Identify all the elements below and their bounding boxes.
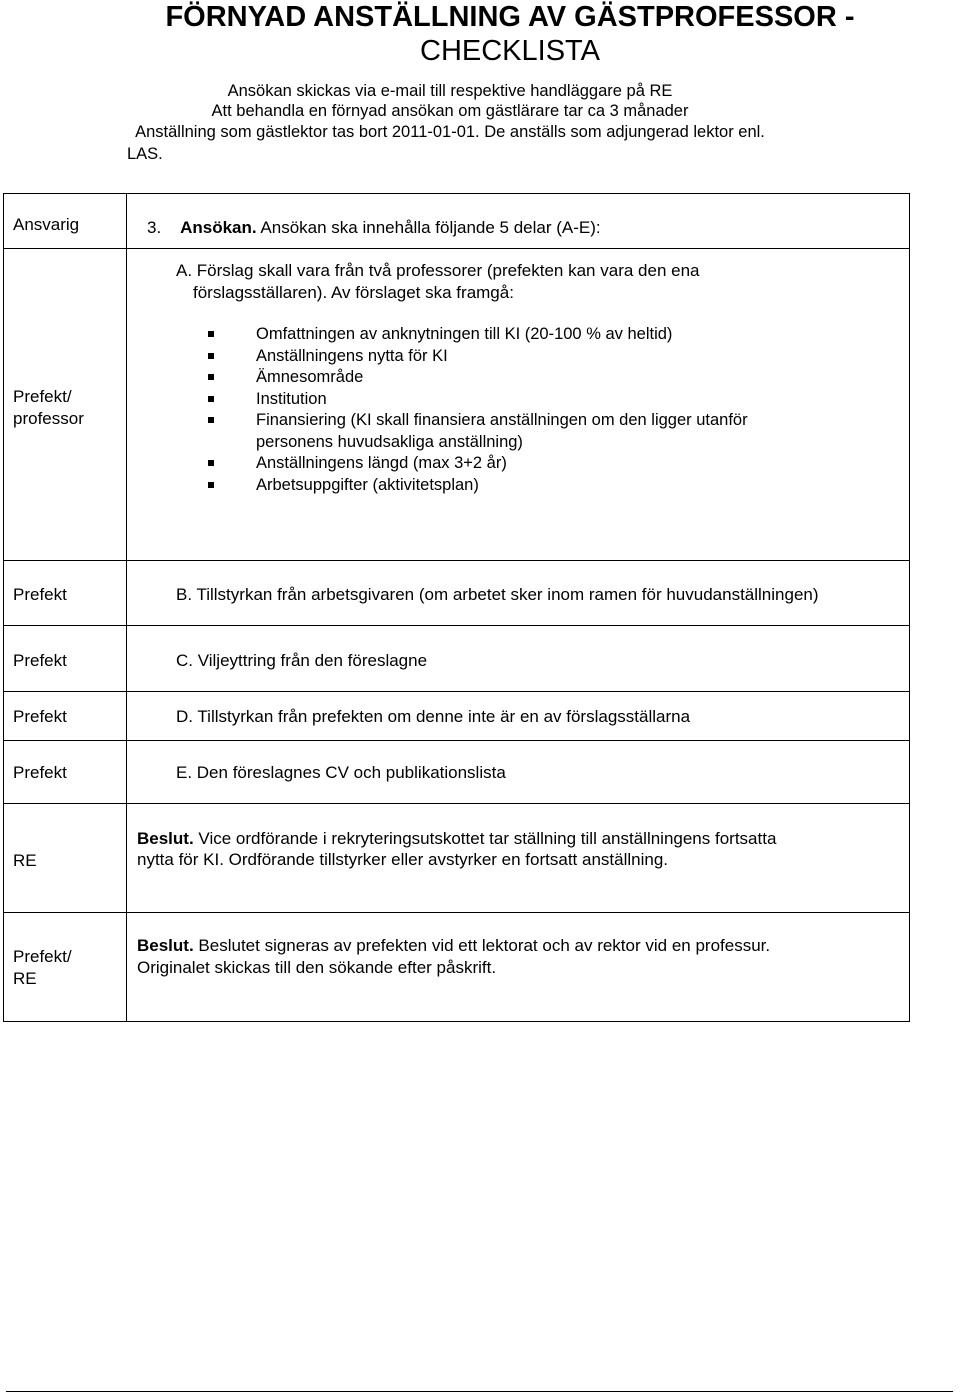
list-item: Ämnesområde: [208, 367, 748, 389]
item-c-responsible: Prefekt: [13, 651, 67, 670]
decision-re-text: [137, 828, 776, 850]
info-line: Ansökan skickas via e-mail till respektive handläggare på RE: [227, 82, 673, 100]
table-border: [3, 912, 910, 913]
page-title: FÖRNYAD ANSTÄLLNING AV GÄSTPROFESSOR -: [165, 1, 855, 33]
decision-final-line2: Originalet skickas till den sökande efter påskrift.: [137, 958, 497, 977]
info-line: Att behandla en förnyad ansökan om gästlärare tar ca 3 månader: [211, 102, 689, 120]
list-item: Institution: [208, 389, 748, 411]
requirements-list: [208, 324, 748, 432]
decision-final-responsible: Prefekt/: [13, 947, 72, 966]
responsible-header: Ansvarig: [13, 215, 80, 234]
table-border: [3, 193, 4, 1022]
item-d-responsible: Prefekt: [13, 707, 67, 726]
item-a-responsible: Prefekt/: [13, 387, 72, 406]
page-subtitle: CHECKLISTA: [420, 35, 600, 67]
info-line: Anställning som gästlektor tas bort 2011-01-01. De anställs som adjungerad lektor enl.: [135, 123, 765, 141]
item-a-line1: A. Förslag skall vara från två professorer (prefekten kan vara den ena: [176, 261, 700, 280]
decision-final-responsible: RE: [13, 969, 37, 988]
decision-label: Beslut.: [137, 936, 194, 955]
decision-re-responsible: RE: [13, 851, 37, 870]
decision-re-line1: Vice ordförande i rekryteringsutskottet tar ställning till anställningens fortsatta: [198, 829, 777, 848]
table-border: [3, 691, 910, 692]
item-a-responsible: professor: [13, 409, 84, 428]
table-border: [126, 193, 127, 1022]
table-border: [3, 248, 910, 249]
list-item: Finansiering (KI skall finansiera anställningen om den ligger utanför: [208, 410, 748, 432]
item-c-text: C. Viljeyttring från den föreslagne: [176, 651, 428, 670]
section-title: Ansökan.: [180, 218, 257, 237]
footer-rule: [6, 1391, 953, 1392]
table-border: [909, 193, 910, 1022]
list-item: Anställningens längd (max 3+2 år): [208, 453, 507, 475]
list-item: Anställningens nytta för KI: [208, 346, 748, 368]
list-item-continuation: personens huvudsakliga anställning): [256, 433, 523, 451]
table-border: [3, 740, 910, 741]
list-item: Omfattningen av anknytningen till KI (20-100 % av heltid): [208, 324, 748, 346]
decision-label: Beslut.: [137, 829, 194, 848]
section-text: Ansökan ska innehålla följande 5 delar (A-E):: [260, 218, 601, 237]
item-d-text: D. Tillstyrkan från prefekten om denne inte är en av förslagsställarna: [176, 707, 691, 726]
item-e-responsible: Prefekt: [13, 763, 67, 782]
item-e-text: E. Den föreslagnes CV och publikationslista: [176, 763, 506, 782]
item-b-responsible: Prefekt: [13, 585, 67, 604]
info-line: LAS.: [127, 145, 163, 163]
item-b-text: B. Tillstyrkan från arbetsgivaren (om arbetet sker inom ramen för huvudanställningen): [176, 585, 819, 604]
table-border: [3, 625, 910, 626]
table-border: [3, 1021, 910, 1022]
section-number: 3.: [147, 218, 162, 237]
table-border: [3, 560, 910, 561]
checklist-table: [3, 193, 910, 1022]
section-heading: [147, 217, 601, 239]
requirements-list: [208, 453, 507, 496]
decision-re-line2: nytta för KI. Ordförande tillstyrker eller avstyrker en fortsatt anställning.: [137, 850, 668, 869]
table-border: [3, 803, 910, 804]
table-border: [3, 193, 910, 194]
decision-final-text: [137, 935, 770, 957]
list-item: Arbetsuppgifter (aktivitetsplan): [208, 475, 507, 497]
decision-final-line1: Beslutet signeras av prefekten vid ett lektorat och av rektor vid en professur.: [198, 936, 771, 955]
item-a-line2: förslagsställaren). Av förslaget ska framgå:: [193, 283, 514, 302]
